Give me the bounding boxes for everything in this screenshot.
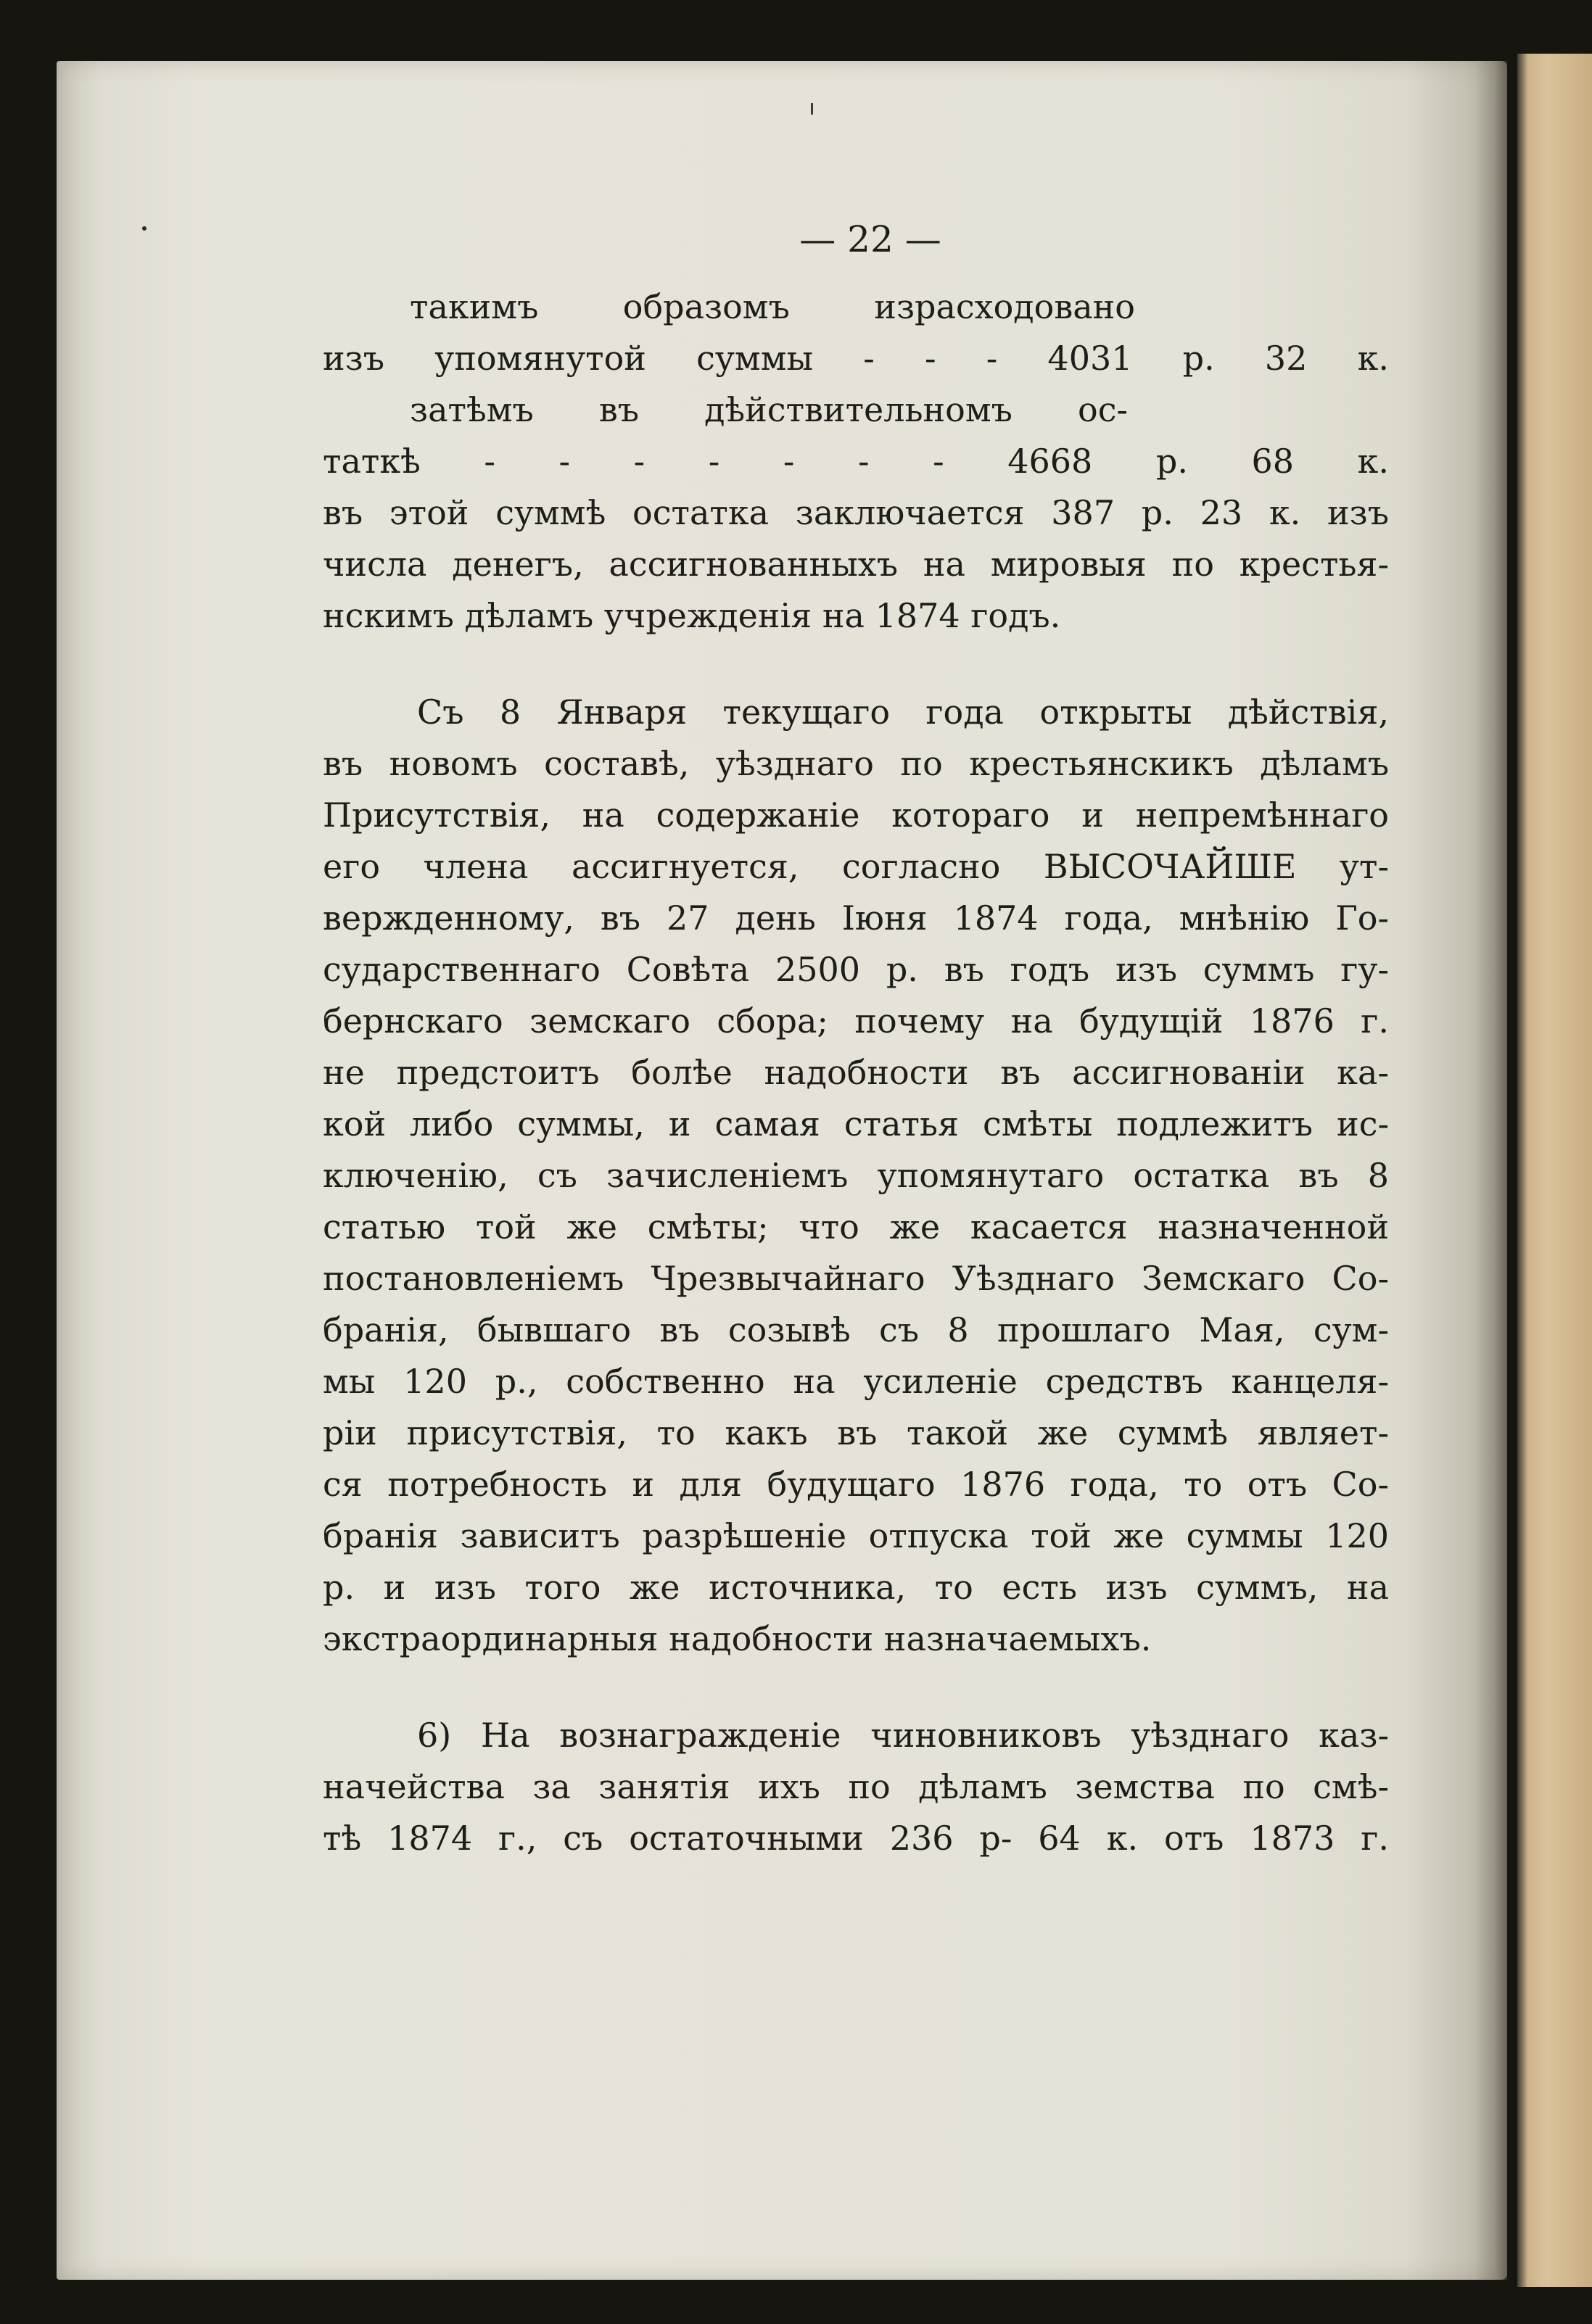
text-line: затѣмъ въ дѣйствительномъ ос-: [410, 390, 1128, 429]
page-text: [323, 218, 1389, 1864]
paragraph-2: [323, 687, 1389, 1665]
page-number: — 22 —: [799, 218, 941, 260]
text-line: нскимъ дѣламъ учрежденія на 1874 годъ.: [323, 596, 1061, 635]
text-line: такимъ образомъ израсходовано: [410, 287, 1135, 326]
text-line: вержденному, въ 27 день Іюня 1874 года, мнѣнію Го-: [323, 898, 1389, 938]
text-line: Съ 8 Января текущаго года открыты дѣйствія,: [417, 692, 1389, 732]
text-line: его члена ассигнуется, согласно ВЫСОЧАЙШЕ ут-: [323, 847, 1389, 886]
text-line: ся потребность и для будущаго 1876 года, то отъ Со-: [323, 1465, 1389, 1504]
ink-mark: [811, 103, 813, 115]
text-line: статью той же смѣты; что же касается назначенной: [323, 1207, 1389, 1246]
paragraph-gap: [323, 1665, 1389, 1710]
text-line: изъ упомянутой суммы - - - 4031 р. 32 к.: [323, 339, 1389, 378]
text-line: бранія зависитъ разрѣшеніе отпуска той же суммы 120: [323, 1516, 1389, 1555]
text-line: постановленіемъ Чрезвычайнаго Уѣзднаго Земскаго Со-: [323, 1259, 1389, 1298]
text-line: сударственнаго Совѣта 2500 р. въ годъ изъ суммъ гу-: [323, 950, 1389, 989]
text-line: таткѣ - - - - - - - 4668 р. 68 к.: [323, 442, 1389, 481]
text-line: экстраординарныя надобности назначаемыхъ.: [323, 1619, 1152, 1658]
page-gutter-shadow: [1475, 61, 1507, 2280]
text-line: 6) На вознагражденіе чиновниковъ уѣзднаго каз-: [417, 1716, 1389, 1755]
text-line: въ этой суммѣ остатка заключается 387 р. 23 к. изъ: [323, 493, 1389, 532]
text-line: бернскаго земскаго сбора; почему на будущій 1876 г.: [323, 1001, 1389, 1041]
paragraph-3: [323, 1710, 1389, 1864]
paragraph-1: [323, 281, 1389, 642]
text-line: бранія, бывшаго въ созывѣ съ 8 прошлаго Мая, сум-: [323, 1310, 1389, 1349]
text-line: числа денегъ, ассигнованныхъ на мировыя по крестья-: [323, 545, 1389, 584]
text-line: мы 120 р., собственно на усиленіе средствъ канцеля-: [323, 1362, 1389, 1401]
text-line: тѣ 1874 г., съ остаточными 236 р- 64 к. отъ 1873 г.: [323, 1819, 1389, 1858]
text-line: начейства за занятія ихъ по дѣламъ земства по смѣ-: [323, 1767, 1389, 1806]
text-line: не предстоитъ болѣе надобности въ ассигнованіи ка-: [323, 1053, 1389, 1092]
text-line: ключенію, съ зачисленіемъ упомянутаго остатка въ 8: [323, 1156, 1389, 1195]
text-line: въ новомъ составѣ, уѣзднаго по крестьянскикъ дѣламъ: [323, 744, 1389, 783]
text-line: ріи присутствія, то какъ въ такой же суммѣ являет-: [323, 1413, 1389, 1452]
paragraph-gap: [323, 642, 1389, 687]
text-line: р. и изъ того же источника, то есть изъ суммъ, на: [323, 1568, 1389, 1607]
text-line: Присутствія, на содержаніе котораго и непремѣннаго: [323, 795, 1389, 835]
text-line: кой либо суммы, и самая статья смѣты подлежитъ ис-: [323, 1104, 1389, 1144]
facing-page-edge: [1517, 54, 1592, 2287]
ink-speck: [142, 226, 147, 231]
